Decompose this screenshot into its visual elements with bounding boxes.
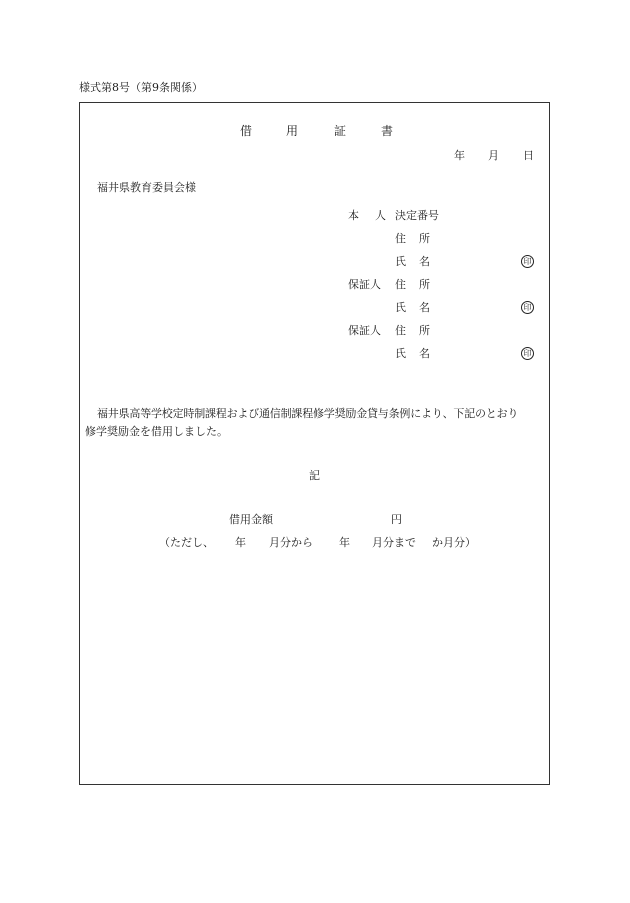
- date-day: 日: [523, 149, 534, 162]
- date-month: 月: [488, 149, 499, 162]
- addressee: 福井県教育委員会様: [97, 181, 196, 194]
- guarantor2-name-b: 名: [419, 347, 430, 360]
- guarantor1-address-a: 住: [395, 278, 406, 291]
- guarantor1-name-b: 名: [419, 301, 430, 314]
- amount-label: 借用金額: [229, 513, 273, 526]
- principal-address-b: 所: [419, 232, 430, 245]
- principal-role-b: 人: [375, 209, 386, 222]
- period-year2: 年: [339, 536, 350, 549]
- form-number-label: 様式第8号（第9条関係）: [79, 81, 203, 94]
- guarantor1-role: 保証人: [348, 278, 381, 291]
- body-line-2: 修学奨励金を借用しました。: [85, 425, 228, 438]
- date-year: 年: [454, 149, 465, 162]
- principal-address-a: 住: [395, 232, 406, 245]
- seal-mark-guarantor2: 印: [521, 347, 534, 360]
- period-months: か月分）: [432, 536, 476, 549]
- ki-heading: 記: [309, 469, 320, 482]
- seal-mark-guarantor1: 印: [521, 301, 534, 314]
- certificate-frame: [79, 102, 550, 785]
- decision-number-label: 決定番号: [395, 209, 439, 222]
- principal-role-a: 本: [348, 209, 359, 222]
- guarantor2-role: 保証人: [348, 324, 381, 337]
- title-char-1: 借: [240, 124, 253, 138]
- guarantor2-address-b: 所: [419, 324, 430, 337]
- title-char-4: 書: [381, 124, 394, 138]
- guarantor2-address-a: 住: [395, 324, 406, 337]
- guarantor2-name-a: 氏: [395, 347, 406, 360]
- amount-unit: 円: [391, 513, 402, 526]
- period-open: （ただし、: [159, 536, 214, 549]
- guarantor1-name-a: 氏: [395, 301, 406, 314]
- principal-name-b: 名: [419, 255, 430, 268]
- title-char-2: 用: [286, 124, 299, 138]
- period-from: 月分から: [269, 536, 313, 549]
- seal-mark-principal: 印: [521, 255, 534, 268]
- principal-name-a: 氏: [395, 255, 406, 268]
- period-year1: 年: [235, 536, 246, 549]
- guarantor1-address-b: 所: [419, 278, 430, 291]
- period-until: 月分まで: [372, 536, 416, 549]
- body-line-1: 福井県高等学校定時制課程および通信制課程修学奨励金貸与条例により、下記のとおり: [97, 407, 519, 420]
- title-char-3: 証: [334, 124, 347, 138]
